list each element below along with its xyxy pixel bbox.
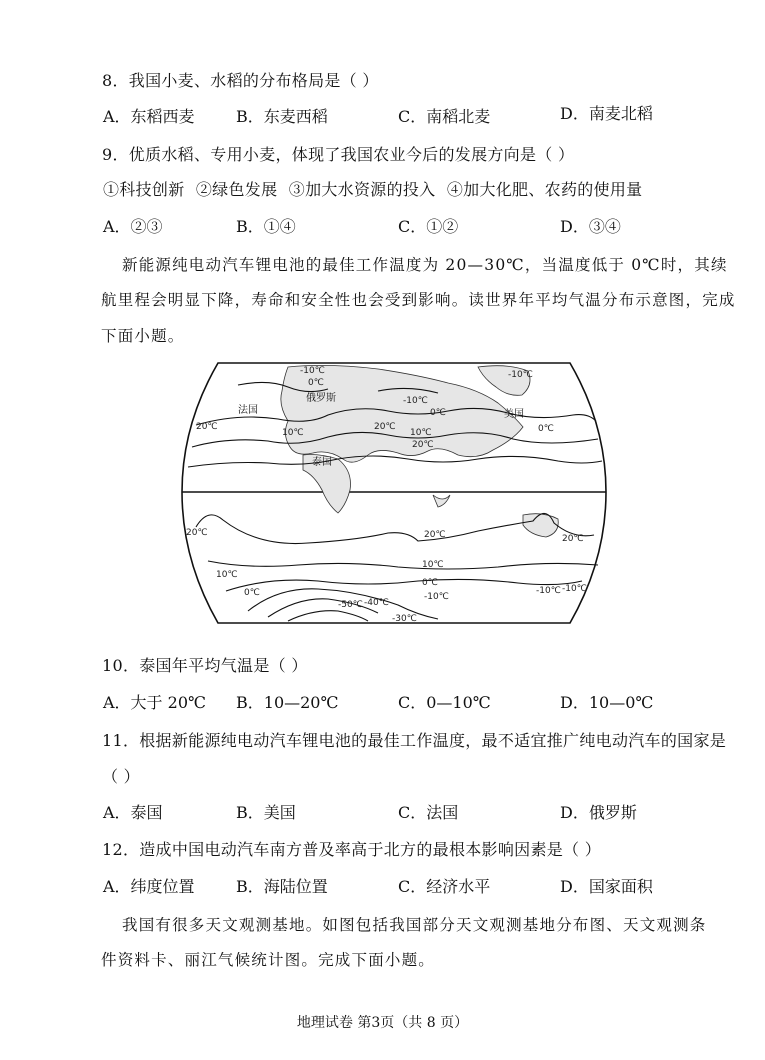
q10-option-b: B．10—20℃: [236, 693, 339, 712]
iso-n-9: 0℃: [538, 424, 554, 434]
question-9-stem: 9．优质水稻、专用小麦，体现了我国农业今后的发展方向是（ ）: [102, 145, 575, 164]
q11-option-b: B．美国: [236, 803, 296, 822]
question-8-stem: 8．我国小麦、水稻的分布格局是（ ）: [102, 71, 379, 90]
q12-option-d: D．国家面积: [560, 877, 653, 896]
iso-n-3: -10℃: [403, 396, 428, 406]
iso-s-6: 0℃: [244, 588, 260, 598]
q9-option-d: D．③④: [560, 217, 621, 236]
q12-option-a: A．纬度位置: [103, 877, 195, 896]
label-france: 法国: [238, 405, 258, 416]
iso-n-7: 10℃: [282, 428, 304, 438]
iso-n-5: 10℃: [410, 428, 432, 438]
page-footer: 地理试卷 第3页（共 8 页）: [296, 1015, 469, 1031]
question-11-stem: 11．根据新能源纯电动汽车锂电池的最佳工作温度，最不适宜推广纯电动汽车的国家是: [102, 731, 727, 750]
q9-option-c: C．①②: [398, 217, 459, 236]
q8-option-d: D．南麦北稻: [560, 104, 653, 123]
q9-option-b: B．①④: [236, 217, 296, 236]
iso-n-4: 0℃: [430, 408, 446, 418]
question-9-items: ①科技创新 ②绿色发展 ③加大水资源的投入 ④加大化肥、农药的使用量: [103, 180, 643, 199]
iso-s-3: 20℃: [562, 534, 584, 544]
q11-option-c: C．法国: [398, 803, 459, 822]
iso-n-8: 20℃: [196, 422, 218, 432]
question-11-stem-paren: （ ）: [102, 767, 140, 786]
iso-s-13: -10℃: [562, 584, 587, 594]
iso-s-5: 10℃: [422, 560, 444, 570]
q9-option-a: A．②③: [103, 217, 163, 236]
iso-s-11: -40℃: [364, 598, 389, 608]
iso-s-4: 10℃: [216, 570, 238, 580]
q10-option-d: D．10—0℃: [560, 693, 654, 712]
q11-option-d: D．俄罗斯: [560, 803, 637, 822]
intro-2-line-1: 我国有很多天文观测基地。如图包括我国部分天文观测基地分布图、天文观测条: [122, 916, 707, 934]
world-temperature-map: [178, 355, 608, 630]
q8-option-b: B．东麦西稻: [236, 107, 328, 126]
q10-option-a: A．大于 20℃: [103, 693, 206, 712]
intro-1-line-3: 下面小题。: [101, 327, 185, 345]
label-russia: 俄罗斯: [306, 393, 336, 404]
q12-option-b: B．海陆位置: [236, 877, 328, 896]
iso-s-1: 20℃: [186, 528, 208, 538]
iso-n-1: -10℃: [300, 366, 325, 376]
label-thailand: 泰国: [312, 457, 332, 468]
q8-option-c: C．南稻北麦: [398, 107, 491, 126]
intro-1-line-1: 新能源纯电动汽车锂电池的最佳工作温度为 20—30℃，当温度低于 0℃时，其续: [122, 256, 728, 274]
iso-n-6: 20℃: [412, 440, 434, 450]
iso-s-12: -50℃: [338, 600, 363, 610]
iso-s-2: 20℃: [424, 530, 446, 540]
iso-s-9: -10℃: [536, 586, 561, 596]
iso-n-11: 20℃: [374, 422, 396, 432]
question-10-stem: 10．泰国年平均气温是（ ）: [102, 656, 308, 675]
question-12-stem: 12．造成中国电动汽车南方普及率高于北方的最根本影响因素是（ ）: [102, 840, 602, 859]
q12-option-c: C．经济水平: [398, 877, 491, 896]
intro-2-line-2: 件资料卡、丽江气候统计图。完成下面小题。: [101, 951, 436, 969]
q8-option-a: A．东稻西麦: [103, 107, 195, 126]
iso-n-10: -10℃: [508, 370, 533, 380]
iso-s-8: -10℃: [424, 592, 449, 602]
q11-option-a: A．泰国: [103, 803, 163, 822]
iso-n-2: 0℃: [308, 378, 324, 388]
iso-s-10: -30℃: [392, 614, 417, 624]
iso-s-7: 0℃: [422, 578, 438, 588]
intro-1-line-2: 航里程会明显下降，寿命和安全性也会受到影响。读世界年平均气温分布示意图，完成: [101, 291, 736, 309]
label-usa: 美国: [504, 409, 524, 420]
q10-option-c: C．0—10℃: [398, 693, 491, 712]
